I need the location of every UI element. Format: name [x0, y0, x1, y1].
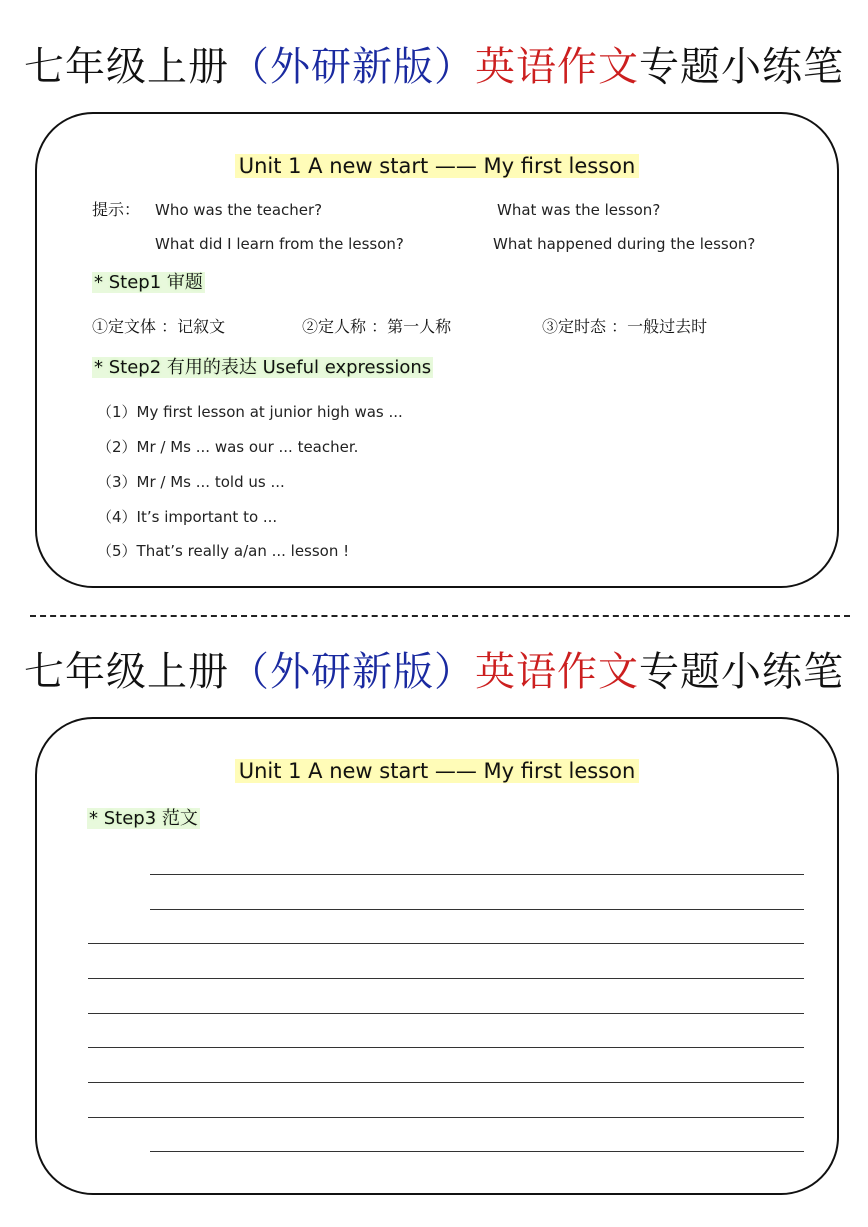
- card-heading: Unit 1 A new start —— My first lesson: [37, 757, 837, 785]
- title-subject: 英语作文: [475, 44, 639, 90]
- writing-line[interactable]: [88, 978, 804, 979]
- hint-question: What happened during the lesson?: [493, 235, 756, 253]
- analysis-genre: ①定文体 ：记叙文: [92, 317, 226, 336]
- hint-question: What did I learn from the lesson?: [155, 235, 404, 253]
- title-subject: 英语作文: [475, 649, 639, 695]
- step1-heading: * Step1 审题: [94, 272, 203, 293]
- writing-line[interactable]: [88, 1047, 804, 1048]
- page-title: [0, 42, 868, 92]
- hint-question: What was the lesson?: [497, 201, 661, 219]
- expression-item: （5）That’s really a/an ... lesson !: [97, 542, 350, 560]
- expression-item: （4）It’s important to ...: [97, 508, 278, 526]
- cut-divider: [30, 615, 850, 617]
- expression-item: （1）My first lesson at junior high was ...: [97, 403, 403, 421]
- hint-question: Who was the teacher?: [155, 201, 323, 219]
- writing-line[interactable]: [88, 1117, 804, 1118]
- step3-heading: * Step3 范文: [89, 808, 198, 829]
- writing-line[interactable]: [150, 909, 804, 910]
- page-title-repeat: [0, 647, 868, 697]
- writing-line[interactable]: [88, 1013, 804, 1014]
- expression-item: （2）Mr / Ms ... was our ... teacher.: [97, 438, 359, 456]
- writing-line[interactable]: [88, 943, 804, 944]
- hint-label: 提示：: [92, 200, 141, 219]
- title-topic: 专题小练笔: [639, 649, 844, 695]
- writing-line[interactable]: [88, 1082, 804, 1083]
- writing-line[interactable]: [150, 1151, 804, 1152]
- title-grade: 七年级上册: [24, 44, 229, 90]
- title-topic: 专题小练笔: [639, 44, 844, 90]
- title-grade: 七年级上册: [24, 649, 229, 695]
- title-edition: （外研新版）: [229, 44, 475, 90]
- analysis-person: ②定人称 ：第一人称: [302, 317, 452, 336]
- title-edition: （外研新版）: [229, 649, 475, 695]
- worksheet-card-2: [35, 717, 839, 1195]
- step2-heading: * Step2 有用的表达 Useful expressions: [94, 357, 432, 378]
- writing-line[interactable]: [150, 874, 804, 875]
- card-heading: Unit 1 A new start —— My first lesson: [37, 152, 837, 180]
- worksheet-card-1: [35, 112, 839, 588]
- expression-item: （3）Mr / Ms ... told us ...: [97, 473, 285, 491]
- analysis-tense: ③定时态 ：一般过去时: [542, 317, 708, 336]
